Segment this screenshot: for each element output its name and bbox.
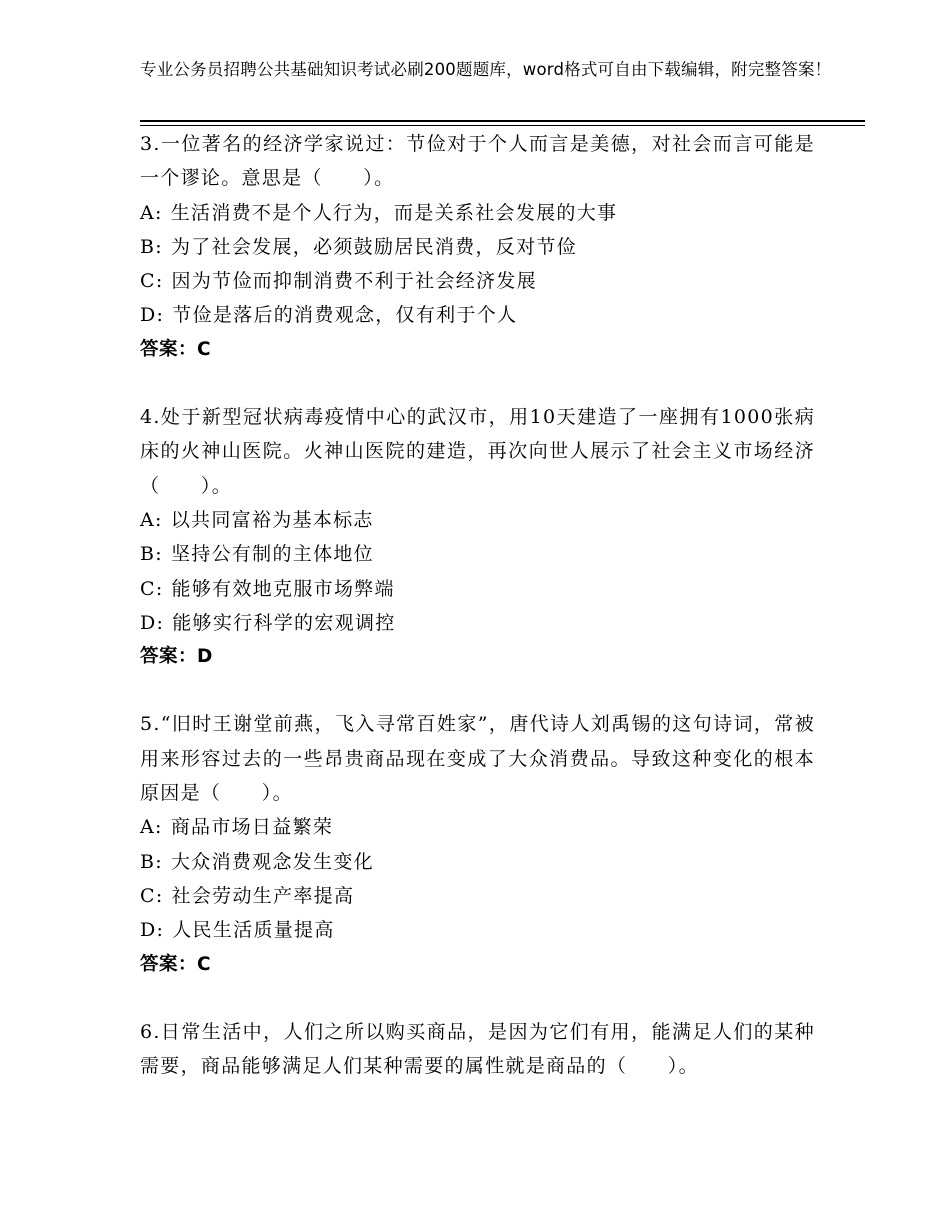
- option-c: [140, 572, 815, 606]
- question-stem: 6.日常生活中，人们之所以购买商品，是因为它们有用，能满足人们的某种需要，商品能够满足人们某种需要的属性就是商品的（ ）。: [140, 1020, 815, 1078]
- option-key: B:: [140, 543, 163, 566]
- option-c: [140, 264, 815, 298]
- option-key: C:: [140, 270, 164, 293]
- option-key: D:: [140, 304, 165, 327]
- option-d: [140, 298, 815, 332]
- option-text: 大众消费观念发生变化: [170, 850, 374, 873]
- option-text: 因为节俭而抑制消费不利于社会经济发展: [171, 270, 537, 293]
- page-header: 专业公务员招聘公共基础知识考试必刷200题题库，word格式可自由下载编辑，附完整答案！: [140, 60, 832, 79]
- question-4: [140, 400, 815, 674]
- header-rule-thick: [140, 120, 865, 122]
- option-text: 能够实行科学的宏观调控: [172, 611, 396, 634]
- option-text: 能够有效地克服市场弊端: [171, 577, 395, 600]
- option-key: D:: [140, 611, 165, 634]
- option-key: B:: [140, 850, 163, 873]
- option-text: 坚持公有制的主体地位: [170, 543, 374, 566]
- option-b: [140, 845, 815, 879]
- option-key: A:: [140, 816, 163, 839]
- question-5: [140, 707, 815, 981]
- header-rule-thin: [140, 125, 865, 126]
- option-text: 生活消费不是个人行为，而是关系社会发展的大事: [170, 201, 618, 224]
- answer-label: 答案：C: [140, 338, 212, 360]
- answer-label: 答案：C: [140, 953, 212, 975]
- option-text: 人民生活质量提高: [172, 919, 335, 942]
- option-d: [140, 606, 815, 640]
- question-list: [140, 127, 815, 1083]
- option-key: C:: [140, 577, 164, 600]
- question-stem: 3.一位著名的经济学家说过：节俭对于个人而言是美德，对社会而言可能是一个谬论。意思是（ ）。: [140, 133, 815, 190]
- option-c: [140, 879, 815, 913]
- option-key: C:: [140, 884, 164, 907]
- answer-label: 答案：D: [140, 646, 213, 668]
- option-text: 商品市场日益繁荣: [170, 816, 334, 839]
- option-text: 为了社会发展，必须鼓励居民消费，反对节俭: [170, 235, 577, 258]
- option-a: [140, 503, 815, 537]
- question-stem: 4.处于新型冠状病毒疫情中心的武汉市，用10天建造了一座拥有1000张病床的火神山医院。火神山医院的建造，再次向世人展示了社会主义市场经济（ ）。: [140, 406, 815, 497]
- option-a: [140, 810, 815, 844]
- option-a: [140, 196, 815, 230]
- question-stem: 5.“旧时王谢堂前燕，飞入寻常百姓家”，唐代诗人刘禹锡的这句诗词，常被用来形容过去的一些昂贵商品现在变成了大众消费品。导致这种变化的根本原因是（ ）。: [140, 713, 815, 805]
- option-b: [140, 230, 815, 264]
- option-text: 社会劳动生产率提高: [171, 884, 355, 907]
- option-text: 以共同富裕为基本标志: [170, 508, 374, 531]
- question-6: [140, 1015, 815, 1084]
- option-key: A:: [140, 201, 163, 224]
- option-key: B:: [140, 235, 163, 258]
- option-key: A:: [140, 508, 163, 531]
- question-3: [140, 127, 815, 367]
- option-b: [140, 537, 815, 571]
- option-key: D:: [140, 919, 165, 942]
- option-d: [140, 913, 815, 947]
- option-text: 节俭是落后的消费观念，仅有利于个人: [172, 304, 518, 327]
